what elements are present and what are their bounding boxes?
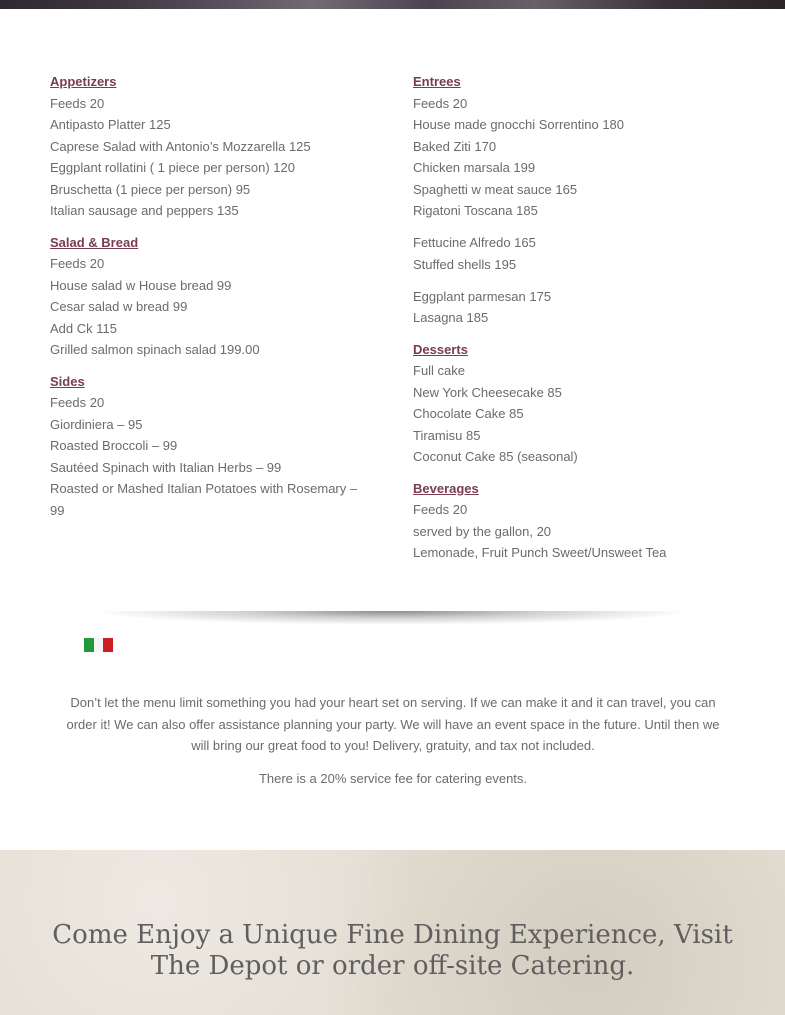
menu-item: Giordiniera – 95 bbox=[50, 416, 143, 432]
menu-section-entrees bbox=[413, 71, 743, 329]
menu-item: Baked Ziti 170 bbox=[413, 138, 497, 154]
section-heading-desserts: Desserts bbox=[413, 341, 468, 357]
menu-item: Lemonade, Fruit Punch Sweet/Unsweet Tea bbox=[413, 545, 667, 560]
menu-section-sides bbox=[50, 371, 370, 522]
menu-item: Feeds 20 bbox=[50, 95, 105, 111]
menu-item: House salad w House bread 99 bbox=[50, 277, 232, 293]
menu-item: Bruschetta (1 piece per person) 95 bbox=[50, 181, 251, 197]
menu-item: Chocolate Cake 85 bbox=[413, 406, 524, 421]
section-heading-sides: Sides bbox=[50, 373, 85, 389]
menu-item: Roasted or Mashed Italian Potatoes with Rosemary – 99 bbox=[50, 481, 358, 518]
menu-item: Sautéed Spinach with Italian Herbs – 99 bbox=[50, 459, 282, 475]
service-fee-note: There is a 20% service fee for catering events. bbox=[258, 771, 528, 786]
menu-section-salad-bread bbox=[50, 232, 370, 361]
section-heading-appetizers: Appetizers bbox=[50, 74, 117, 89]
menu-item: Caprese Salad with Antonio’s Mozzarella 125 bbox=[50, 138, 311, 154]
menu-item: Feeds 20 bbox=[413, 95, 468, 111]
menu-item: Eggplant parmesan 175 bbox=[413, 288, 552, 304]
catering-note: Don’t let the menu limit something you had your heart set on serving. If we can make it and it can travel, you can order it! We can also offer assistance planning your party. We will have an event space in the future. Until then we will bring our great food to you! Delivery, gratuity, and tax not included. bbox=[66, 695, 720, 753]
menu-item: Chicken marsala 199 bbox=[413, 160, 536, 175]
menu-item: Feeds 20 bbox=[413, 502, 468, 517]
section-divider-shadow bbox=[90, 611, 695, 625]
section-heading-salad-bread: Salad & Bread bbox=[50, 234, 139, 250]
menu-item: Stuffed shells 195 bbox=[413, 256, 517, 272]
menu-item: New York Cheesecake 85 bbox=[413, 384, 562, 400]
menu-section-appetizers bbox=[50, 71, 370, 222]
footer-tagline: Come Enjoy a Unique Fine Dining Experience, Visit The Depot or order off-site Catering. bbox=[52, 920, 733, 981]
menu-column-right bbox=[413, 71, 743, 574]
menu-item: Add Ck 115 bbox=[50, 320, 117, 336]
menu-item: Roasted Broccoli – 99 bbox=[50, 438, 178, 453]
menu-item: Lasagna 185 bbox=[413, 310, 489, 325]
italian-flag-icon bbox=[84, 638, 113, 652]
section-heading-entrees: Entrees bbox=[413, 74, 461, 89]
section-heading-beverages: Beverages bbox=[413, 480, 479, 496]
menu-item: Rigatoni Toscana 185 bbox=[413, 203, 538, 218]
menu-item: Cesar salad w bread 99 bbox=[50, 299, 188, 314]
menu-section-desserts bbox=[413, 339, 743, 468]
menu-item: Antipasto Platter 125 bbox=[50, 117, 171, 132]
menu-item: Fettucine Alfredo 165 bbox=[413, 235, 536, 250]
menu-item: Grilled salmon spinach salad 199.00 bbox=[50, 342, 260, 357]
menu-item: Italian sausage and peppers 135 bbox=[50, 203, 239, 218]
menu-item: Tiramisu 85 bbox=[413, 427, 481, 443]
menu-item: Coconut Cake 85 (seasonal) bbox=[413, 449, 578, 464]
menu-column-left bbox=[50, 71, 370, 531]
header-banner-image bbox=[0, 0, 785, 9]
menu-item: Full cake bbox=[413, 363, 466, 378]
menu-item: served by the gallon, 20 bbox=[413, 523, 552, 539]
menu-section-beverages bbox=[413, 478, 743, 564]
menu-item: Feeds 20 bbox=[50, 395, 105, 410]
menu-item: Spaghetti w meat sauce 165 bbox=[413, 181, 578, 197]
menu-item: House made gnocchi Sorrentino 180 bbox=[413, 117, 625, 132]
menu-item: Eggplant rollatini ( 1 piece per person) 120 bbox=[50, 160, 295, 175]
menu-item: Feeds 20 bbox=[50, 256, 105, 271]
